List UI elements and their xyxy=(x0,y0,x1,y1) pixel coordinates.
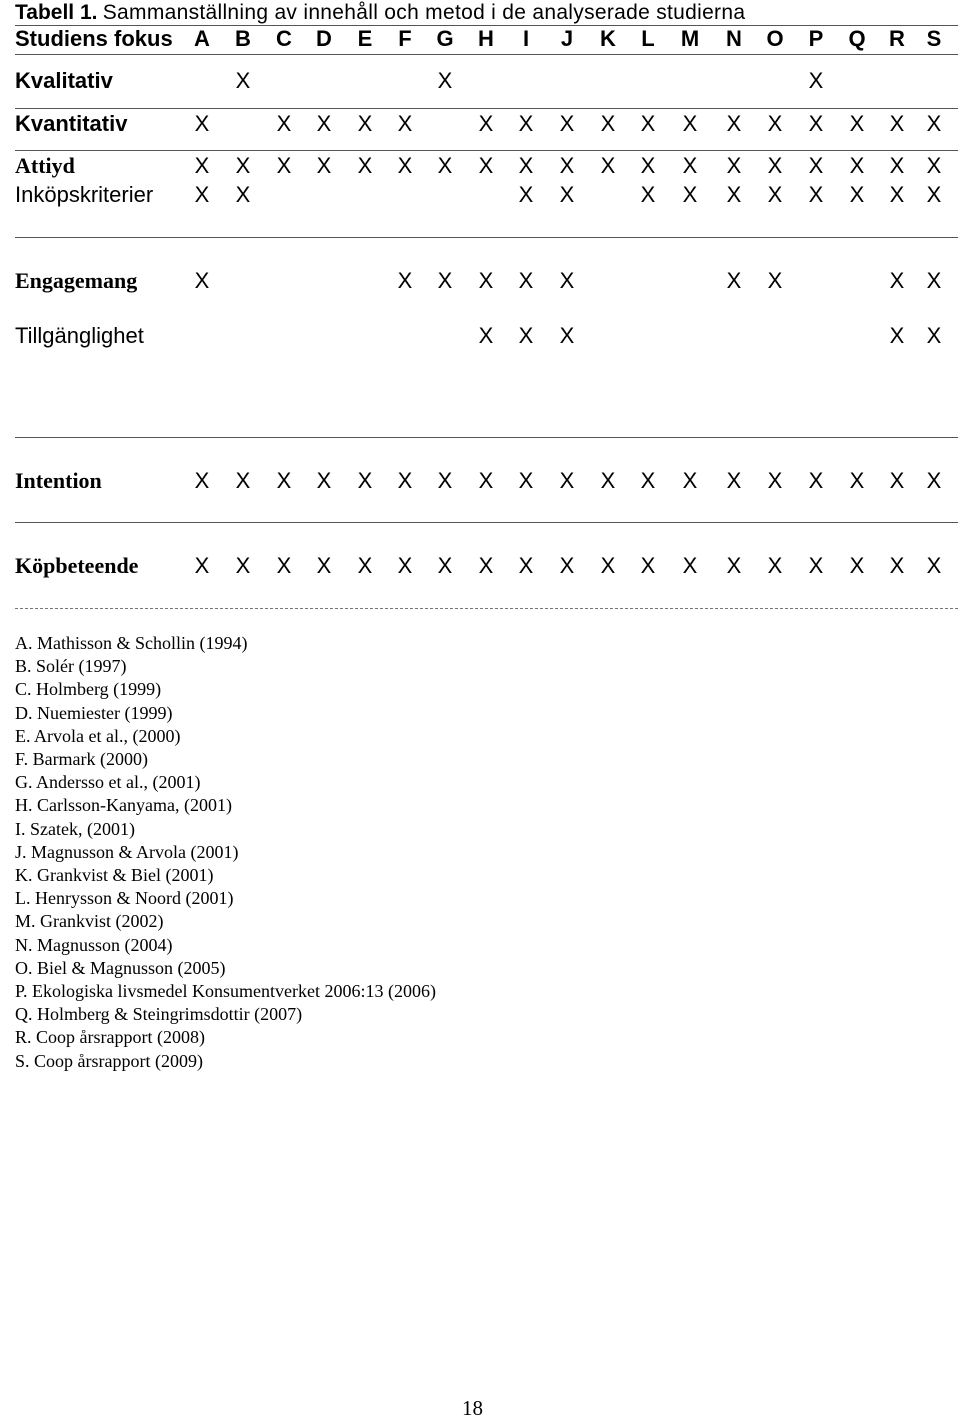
table-cell: X xyxy=(316,468,332,493)
reference-item: D. Nuemiester (1999) xyxy=(15,702,173,723)
table-cell: X xyxy=(640,468,656,493)
table-cell: X xyxy=(640,553,656,578)
table-cell: X xyxy=(478,268,494,293)
table-rule xyxy=(15,437,958,438)
reference-item: G. Andersso et al., (2001) xyxy=(15,772,201,793)
reference-item: Q. Holmberg & Steingrimsdottir (2007) xyxy=(15,1004,303,1025)
reference-item: F. Barmark (2000) xyxy=(15,749,149,770)
table-cell: X xyxy=(397,468,413,493)
table-cell: X xyxy=(518,553,534,578)
table-cell: X xyxy=(889,323,905,348)
table-cell: X xyxy=(478,468,494,493)
reference-item: P. Ekologiska livsmedel Konsumentverket 2006:13 (2006) xyxy=(15,981,436,1002)
table-cell: X xyxy=(194,468,210,493)
table-cell: X xyxy=(478,323,494,348)
table-cell: X xyxy=(316,153,332,178)
table-cell: X xyxy=(682,468,698,493)
table-cell: X xyxy=(767,268,783,293)
row-label: Inköpskriterier xyxy=(15,182,154,207)
table-rule xyxy=(15,522,958,523)
table-cell: X xyxy=(926,182,942,207)
table-cell: X xyxy=(726,468,742,493)
reference-item: N. Magnusson (2004) xyxy=(15,934,173,955)
table-cell: X xyxy=(726,153,742,178)
table-cell: X xyxy=(518,182,534,207)
table-cell: X xyxy=(926,323,942,348)
table-header-row xyxy=(15,24,960,54)
table-cell: X xyxy=(767,153,783,178)
table-cell: X xyxy=(889,182,905,207)
reference-item: L. Henrysson & Noord (2001) xyxy=(15,888,234,909)
table-cell: X xyxy=(518,268,534,293)
table-cell: X xyxy=(889,468,905,493)
table-cell: X xyxy=(849,182,865,207)
column-header: G xyxy=(436,26,454,51)
table-cell: X xyxy=(437,153,453,178)
table-cell: X xyxy=(726,182,742,207)
column-header: H xyxy=(478,26,494,51)
table-rule-header xyxy=(15,54,958,55)
table-row xyxy=(15,266,960,296)
table-cell: X xyxy=(397,153,413,178)
table-cell: X xyxy=(194,111,210,136)
table-cell: X xyxy=(518,111,534,136)
table-cell: X xyxy=(397,111,413,136)
reference-item: I. Szatek, (2001) xyxy=(15,818,135,839)
table-caption xyxy=(15,0,745,25)
table-cell: X xyxy=(276,468,292,493)
table-cell: X xyxy=(559,153,575,178)
table-cell: X xyxy=(194,553,210,578)
table-cell: X xyxy=(357,468,373,493)
table-cell: X xyxy=(889,553,905,578)
row-label: Tillgänglighet xyxy=(15,323,144,348)
table-cell: X xyxy=(726,111,742,136)
table-cell: X xyxy=(437,553,453,578)
table-cell: X xyxy=(559,268,575,293)
table-row xyxy=(15,180,960,210)
column-header: F xyxy=(398,26,412,51)
reference-item: A. Mathisson & Schollin (1994) xyxy=(15,633,248,653)
reference-item: K. Grankvist & Biel (2001) xyxy=(15,865,214,886)
reference-item: O. Biel & Magnusson (2005) xyxy=(15,957,226,978)
table-cell: X xyxy=(316,553,332,578)
row-label: Köpbeteende xyxy=(15,553,139,578)
column-header: D xyxy=(316,26,332,51)
caption-text: Sammanställning av innehåll och metod i de analyserade studierna xyxy=(102,1,746,24)
column-header: K xyxy=(600,26,616,51)
caption-label: Tabell 1. xyxy=(15,1,98,24)
column-header: Q xyxy=(848,26,866,51)
column-header: B xyxy=(235,26,251,51)
table-cell: X xyxy=(316,111,332,136)
table-cell: X xyxy=(276,153,292,178)
reference-item: R. Coop årsrapport (2008) xyxy=(15,1027,205,1048)
row-label: Kvalitativ xyxy=(15,68,113,93)
table-cell: X xyxy=(889,153,905,178)
table-cell: X xyxy=(849,111,865,136)
table-cell: X xyxy=(235,182,251,207)
reference-item: C. Holmberg (1999) xyxy=(15,679,162,700)
reference-item: S. Coop årsrapport (2009) xyxy=(15,1050,203,1071)
table-cell: X xyxy=(849,468,865,493)
table-cell: X xyxy=(808,68,824,93)
table-cell: X xyxy=(926,268,942,293)
table-cell: X xyxy=(518,323,534,348)
table-cell: X xyxy=(767,468,783,493)
row-label: Intention xyxy=(15,468,102,493)
table-cell: X xyxy=(640,182,656,207)
table-rule-bottom xyxy=(15,608,958,609)
table-cell: X xyxy=(726,553,742,578)
table-cell: X xyxy=(478,111,494,136)
reference-item: J. Magnusson & Arvola (2001) xyxy=(15,841,239,862)
table-rule xyxy=(15,237,958,238)
table-cell: X xyxy=(808,153,824,178)
table-cell: X xyxy=(357,111,373,136)
table-cell: X xyxy=(926,111,942,136)
table-cell: X xyxy=(808,182,824,207)
page-number: 18 xyxy=(462,1396,483,1420)
table-cell: X xyxy=(235,468,251,493)
table-cell: X xyxy=(849,553,865,578)
row-label: Attiyd xyxy=(15,153,75,178)
table-cell: X xyxy=(926,153,942,178)
table-cell: X xyxy=(397,268,413,293)
table-cell: X xyxy=(682,111,698,136)
table-cell: X xyxy=(437,268,453,293)
column-header: M xyxy=(680,26,700,51)
table-cell: X xyxy=(559,182,575,207)
table-cell: X xyxy=(276,553,292,578)
column-header: N xyxy=(726,26,742,51)
table-cell: X xyxy=(682,553,698,578)
table-cell: X xyxy=(767,111,783,136)
column-header: P xyxy=(808,26,824,51)
reference-item: E. Arvola et al., (2000) xyxy=(15,725,181,746)
column-header: E xyxy=(357,26,373,51)
table-cell: X xyxy=(235,553,251,578)
table-cell: X xyxy=(808,553,824,578)
table-cell: X xyxy=(640,111,656,136)
table-cell: X xyxy=(518,153,534,178)
table-row xyxy=(15,551,960,581)
table-cell: X xyxy=(357,153,373,178)
table-cell: X xyxy=(808,468,824,493)
table-cell: X xyxy=(559,553,575,578)
column-header: L xyxy=(641,26,655,51)
table-cell: X xyxy=(726,268,742,293)
column-header: O xyxy=(766,26,784,51)
table-cell: X xyxy=(559,111,575,136)
table-cell: X xyxy=(926,553,942,578)
table-cell: X xyxy=(640,153,656,178)
column-header: A xyxy=(194,26,210,51)
table-cell: X xyxy=(276,111,292,136)
table-cell: X xyxy=(559,323,575,348)
table-cell: X xyxy=(478,553,494,578)
table-cell: X xyxy=(397,553,413,578)
table-cell: X xyxy=(600,153,616,178)
table-cell: X xyxy=(600,468,616,493)
table-cell: X xyxy=(808,111,824,136)
column-header: R xyxy=(889,26,905,51)
table-cell: X xyxy=(849,153,865,178)
reference-item: H. Carlsson-Kanyama, (2001) xyxy=(15,795,232,816)
row-label: Kvantitativ xyxy=(15,111,128,136)
table-cell: X xyxy=(559,468,575,493)
column-header: C xyxy=(276,26,292,51)
table-cell: X xyxy=(682,182,698,207)
table-cell: X xyxy=(235,153,251,178)
table-cell: X xyxy=(767,553,783,578)
column-header: I xyxy=(522,26,530,51)
table-cell: X xyxy=(926,468,942,493)
reference-list xyxy=(15,632,436,1073)
table-row xyxy=(15,109,960,139)
table-row xyxy=(15,321,960,351)
table-cell: X xyxy=(600,553,616,578)
table-row xyxy=(15,151,960,181)
table-cell: X xyxy=(889,268,905,293)
table-cell: X xyxy=(437,68,453,93)
table-cell: X xyxy=(194,268,210,293)
table-cell: X xyxy=(478,153,494,178)
table-cell: X xyxy=(600,111,616,136)
table-cell: X xyxy=(682,153,698,178)
table-cell: X xyxy=(194,182,210,207)
table-cell: X xyxy=(437,468,453,493)
reference-item: B. Solér (1997) xyxy=(15,656,127,677)
table-row xyxy=(15,466,960,496)
table-cell: X xyxy=(889,111,905,136)
table-cell: X xyxy=(235,68,251,93)
table-cell: X xyxy=(357,553,373,578)
table-row xyxy=(15,66,960,96)
table-cell: X xyxy=(194,153,210,178)
column-header: J xyxy=(560,26,574,51)
reference-item: M. Grankvist (2002) xyxy=(15,911,164,932)
table-cell: X xyxy=(767,182,783,207)
table-cell: X xyxy=(518,468,534,493)
row-label: Engagemang xyxy=(15,268,138,293)
header-label: Studiens fokus xyxy=(15,26,173,51)
column-header: S xyxy=(926,26,942,51)
